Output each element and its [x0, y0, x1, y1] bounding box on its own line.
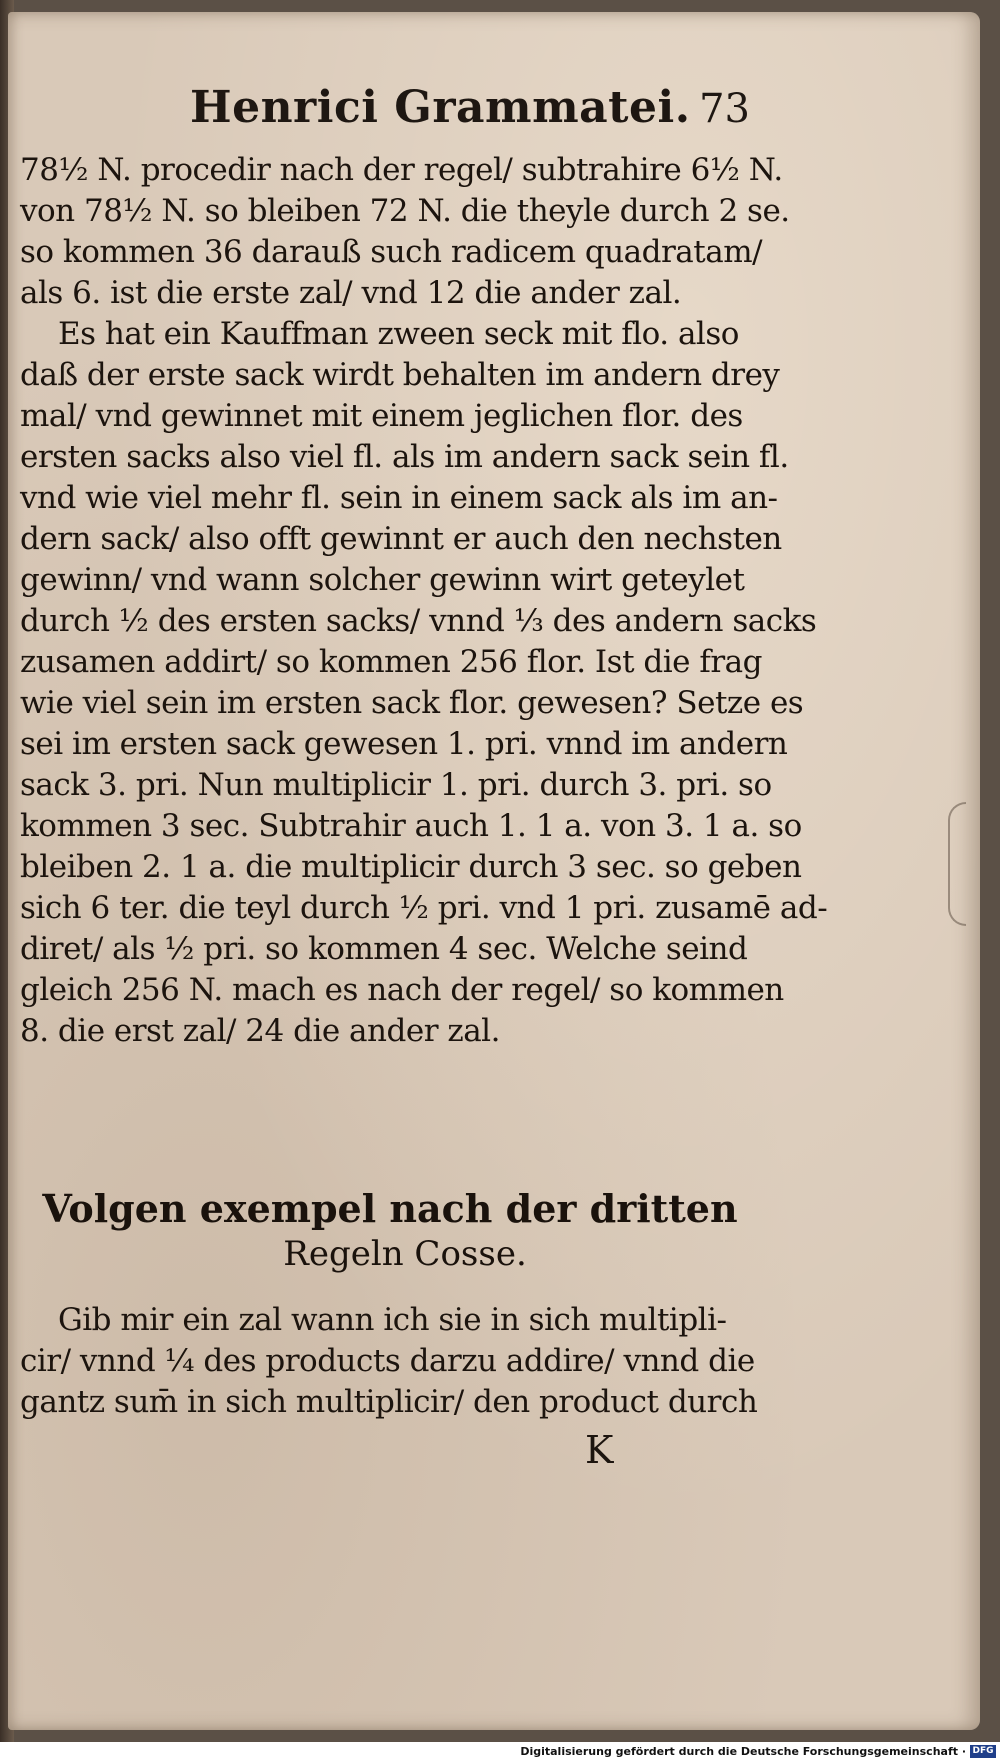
- page-header: [190, 82, 750, 142]
- text-line: 8. die erst zal/ 24 die ander zal.: [20, 1013, 500, 1049]
- text-line: gewinn/ vnd wann solcher gewinn wirt geteylet: [20, 562, 745, 598]
- text-line: diret/ als ½ pri. so kommen 4 sec. Welche seind: [20, 931, 748, 967]
- page-tab-mark: [948, 802, 966, 926]
- text-line: von 78½ N. so bleiben 72 N. die theyle durch 2 se.: [20, 193, 790, 229]
- text-line: kommen 3 sec. Subtrahir auch 1. 1 a. von 3. 1 a. so: [20, 808, 802, 844]
- text-line: durch ½ des ersten sacks/ vnnd ⅓ des andern sacks: [20, 603, 817, 639]
- text-line: gleich 256 N. mach es nach der regel/ so kommen: [20, 972, 784, 1008]
- text-line: cir/ vnnd ¼ des products darzu addire/ vnnd die: [20, 1343, 755, 1379]
- page-number: 73: [699, 86, 750, 132]
- text-line: sack 3. pri. Nun multiplicir 1. pri. durch 3. pri. so: [20, 767, 772, 803]
- section-heading-line: Volgen exempel nach der dritten: [42, 1186, 738, 1231]
- footer-credit: Digitalisierung gefördert durch die Deutsche Forschungsgemeinschaft ·: [520, 1745, 966, 1758]
- dfg-logo-icon: DFG: [970, 1745, 996, 1758]
- text-line: vnd wie viel mehr fl. sein in einem sack als im an-: [20, 480, 778, 516]
- footer-bar: [0, 1742, 1000, 1762]
- main-text-continued: [20, 1300, 758, 1423]
- section-heading: [40, 1185, 740, 1275]
- text-line: daß der erste sack wirdt behalten im andern drey: [20, 357, 780, 393]
- text-line: bleiben 2. 1 a. die multiplicir durch 3 sec. so geben: [20, 849, 802, 885]
- text-line: als 6. ist die erste zal/ vnd 12 die ander zal.: [20, 275, 682, 311]
- main-text: [20, 150, 828, 1052]
- text-line: dern sack/ also offt gewinnt er auch den nechsten: [20, 521, 782, 557]
- text-line: mal/ vnd gewinnet mit einem jeglichen flor. des: [20, 398, 743, 434]
- text-line: sich 6 ter. die teyl durch ½ pri. vnd 1 pri. zusamē ad-: [20, 890, 828, 926]
- text-line: zusamen addirt/ so kommen 256 flor. Ist die frag: [20, 644, 762, 680]
- text-line: wie viel sein im ersten sack flor. gewesen? Setze es: [20, 685, 804, 721]
- text-line: ersten sacks also viel fl. als im andern sack sein fl.: [20, 439, 789, 475]
- text-line: 78½ N. procedir nach der regel/ subtrahire 6½ N.: [20, 152, 783, 188]
- section-heading-line: Regeln Cosse.: [283, 1234, 527, 1274]
- text-line: sei im ersten sack gewesen 1. pri. vnnd im andern: [20, 726, 788, 762]
- catchword: K: [585, 1428, 614, 1472]
- text-line: gantz sum̄ in sich multiplicir/ den product durch: [20, 1384, 758, 1420]
- text-line: Es hat ein Kauffman zween seck mit flo. also: [58, 316, 739, 352]
- text-line: Gib mir ein zal wann ich sie in sich multipli-: [58, 1302, 727, 1338]
- running-title: Henrici Grammatei.: [190, 82, 691, 133]
- text-line: so kommen 36 darauß such radicem quadratam/: [20, 234, 763, 270]
